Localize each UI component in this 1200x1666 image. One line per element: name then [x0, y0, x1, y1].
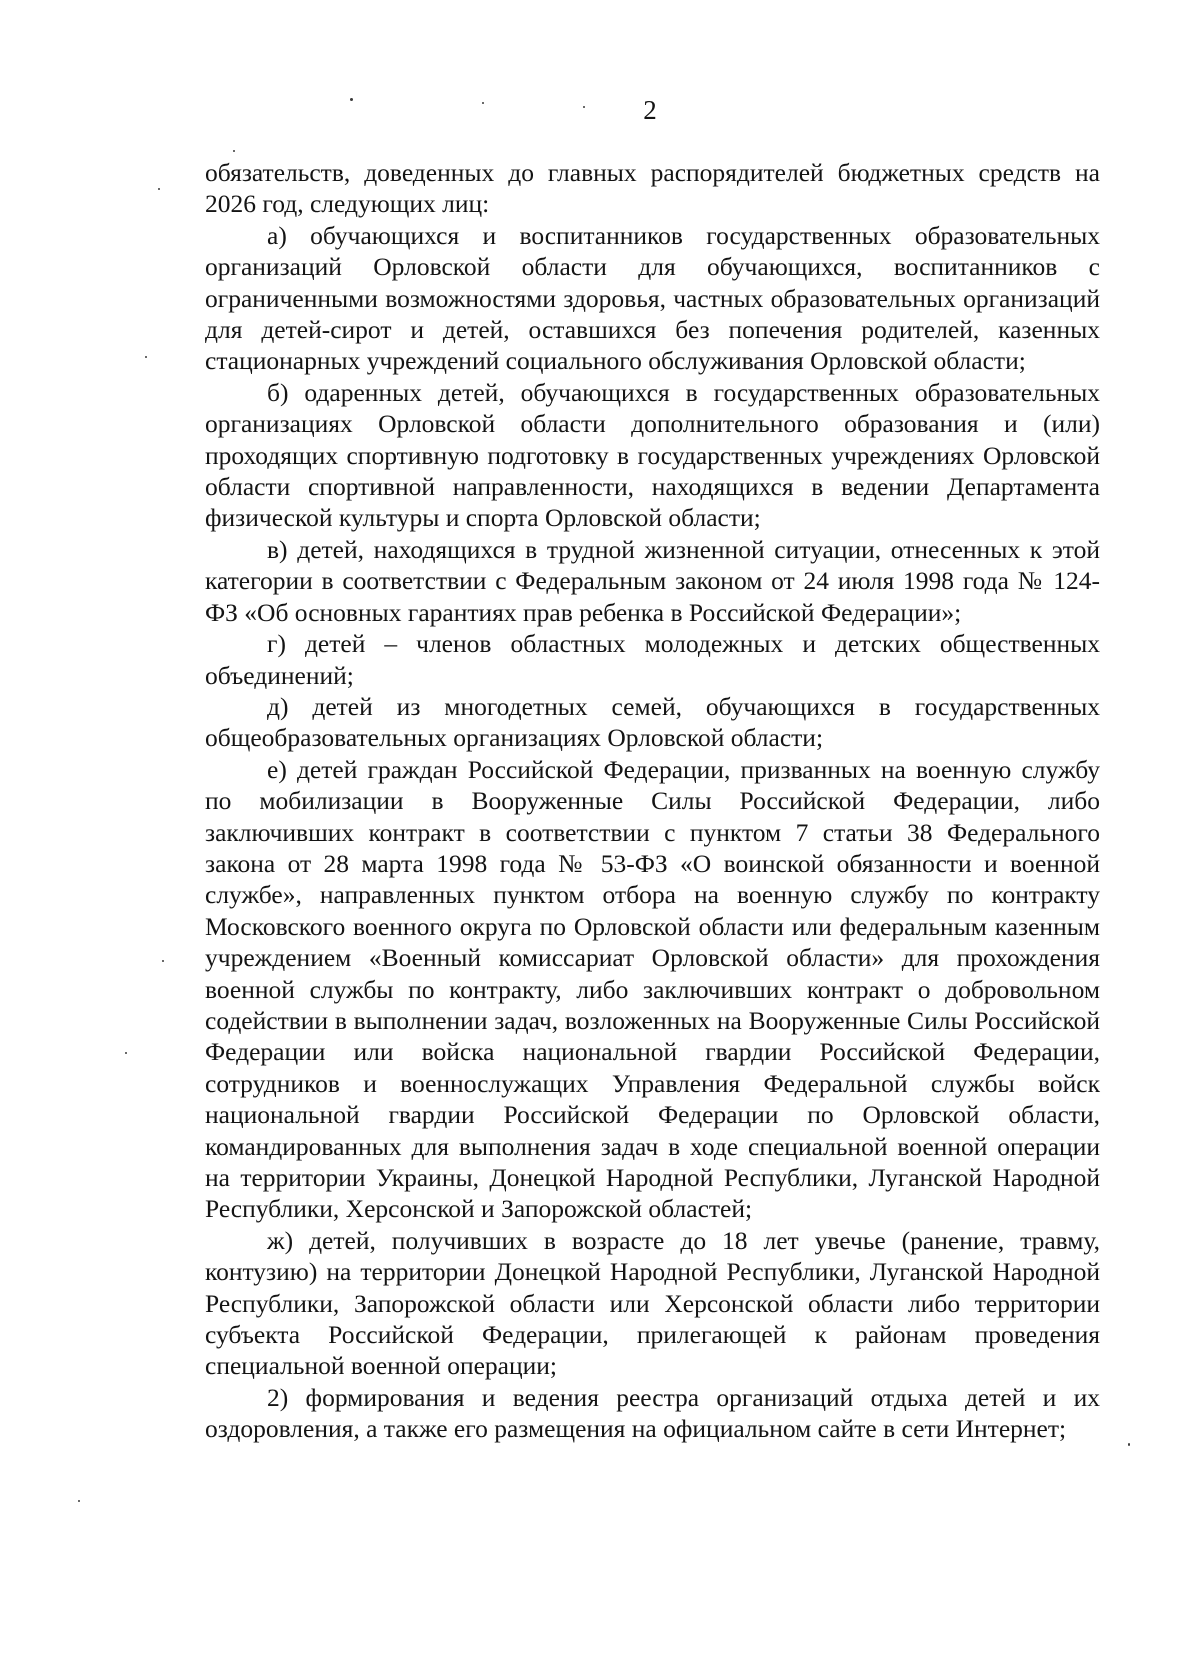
paragraph-item-a: а) обучающихся и воспитанников государственных образовательных организаций Орловской области для обучающихся, воспитанников с ограниченными возможностями здоровья, частных образовательных организаций для детей-сирот и детей, оставшихся без попечения родителей, казенных стационарных учреждений социального обслуживания Орловской области;: [205, 220, 1100, 376]
scan-speck: [78, 1500, 80, 1502]
scan-speck: [1128, 1443, 1130, 1446]
document-body: [205, 157, 1100, 1445]
paragraph-item-zh: ж) детей, получивших в возрасте до 18 лет увечье (ранение, травму, контузию) на территории Донецкой Народной Республики, Луганской Народной Республики, Запорожской области или Херсонской области либо территории субъекта Российской Федерации, прилегающей к районам проведения специальной военной операции;: [205, 1225, 1100, 1381]
paragraph-continuation: обязательств, доведенных до главных распорядителей бюджетных средств на 2026 год, следующих лиц:: [205, 158, 1100, 219]
paragraph-item-2: 2) формирования и ведения реестра организаций отдыха детей и их оздоровления, а также его размещения на официальном сайте в сети Интернет;: [205, 1382, 1100, 1444]
scan-speck: [125, 1052, 127, 1054]
paragraph-item-v: в) детей, находящихся в трудной жизненной ситуации, отнесенных к этой категории в соответствии с Федеральным законом от 24 июля 1998 года № 124-ФЗ «Об основных гарантиях прав ребенка в Российской Федерации»;: [205, 534, 1100, 627]
scan-speck: [145, 356, 147, 358]
scan-speck: [233, 150, 235, 152]
scan-speck: [158, 188, 160, 190]
paragraph-item-e: е) детей граждан Российской Федерации, призванных на военную службу по мобилизации в Вооруженные Силы Российской Федерации, либо заключивших контракт в соответствии с пунктом 7 статьи 38 Федерального закона от 28 марта 1998 года № 53-ФЗ «О воинской обязанности и военной службе», направленных пунктом отбора на военную службу по контракту Московского военного округа по Орловской области или федеральным казенным учреждением «Военный комиссариат Орловской области» для прохождения военной службы по контракту, либо заключивших контракт о добровольном содействии в выполнении задач, возложенных на Вооруженные Силы Российской Федерации или войска национальной гвардии Российской Федерации, сотрудников и военнослужащих Управления Федеральной службы войск национальной гвардии Российской Федерации по Орловской области, командированных для выполнения задач в ходе специальной военной операции на территории Украины, Донецкой Народной Республики, Луганской Народной Республики, Херсонской и Запорожской областей;: [205, 754, 1100, 1224]
page-number: 2: [643, 95, 657, 125]
paragraph-item-d: д) детей из многодетных семей, обучающихся в государственных общеобразовательных организациях Орловской области;: [205, 691, 1100, 753]
paragraph-item-b: б) одаренных детей, обучающихся в государственных образовательных организациях Орловской области дополнительного образования и (или) проходящих спортивную подготовку в государственных учреждениях Орловской области спортивной направленности, находящихся в ведении Департамента физической культуры и спорта Орловской области;: [205, 377, 1100, 533]
scan-speck: [162, 960, 164, 962]
paragraph-item-g: г) детей – членов областных молодежных и детских общественных объединений;: [205, 629, 1100, 690]
